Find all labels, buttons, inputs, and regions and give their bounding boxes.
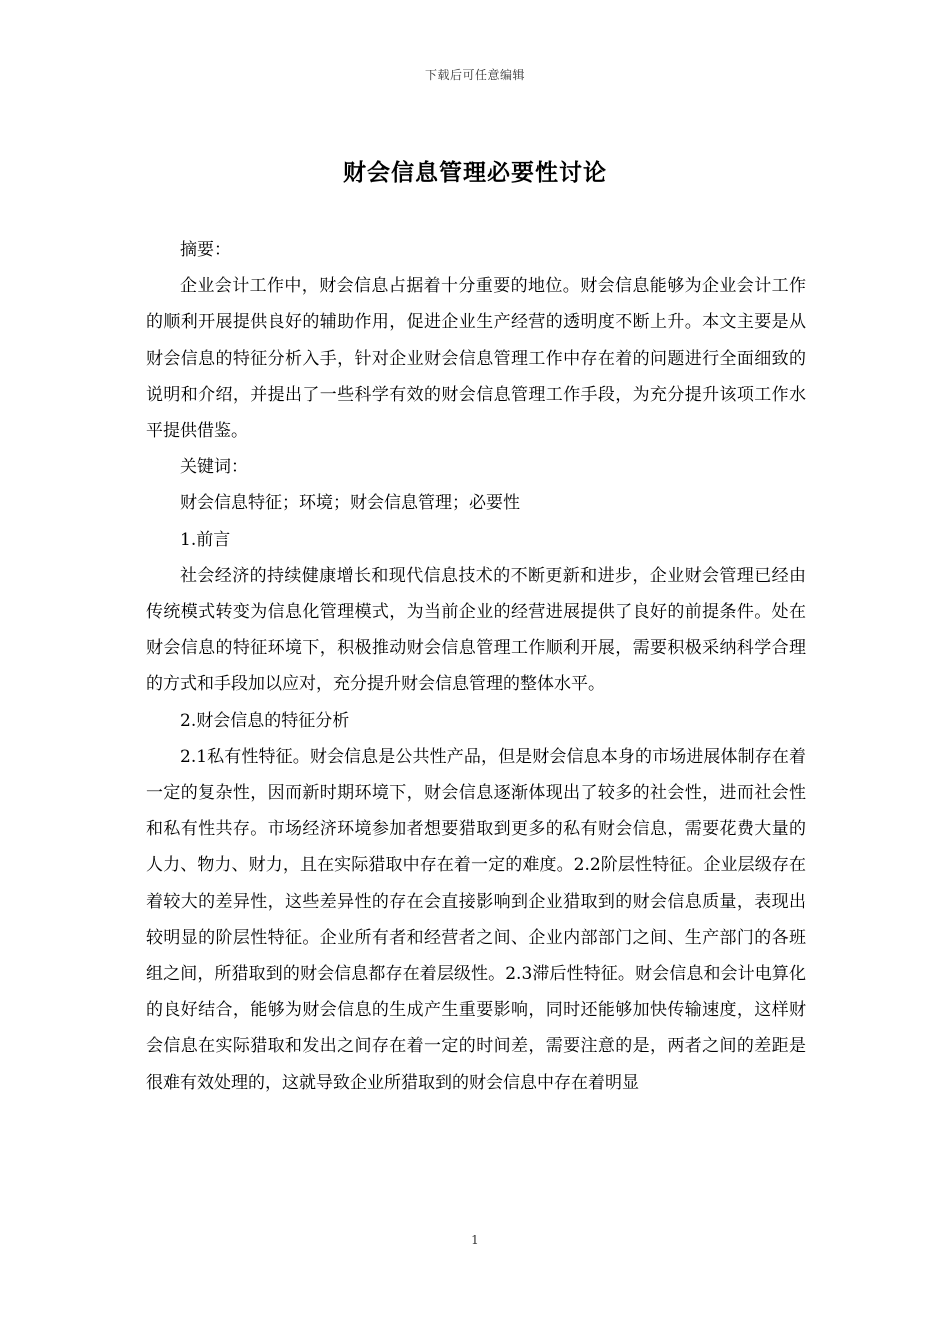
section-heading-2: 2.财会信息的特征分析 bbox=[180, 710, 350, 731]
section-heading-1: 1.前言 bbox=[180, 529, 231, 550]
section-paragraph-1: 社会经济的持续健康增长和现代信息技术的不断更新和进步，企业财会管理已经由传统模式转变为信息化管理模式，为当前企业的经营进展提供了良好的前提条件。处在财会信息的特征环境下，积极推动财会信息管理工作顺利开展，需要积极采纳科学合理的方式和手段加以应对，充分提升财会信息管理的整体水平。 bbox=[146, 565, 806, 695]
keywords-heading: 关键词： bbox=[180, 457, 248, 478]
section-paragraph-2: 2.1私有性特征。财会信息是公共性产品，但是财会信息本身的市场进展体制存在着一定的复杂性，因而新时期环境下，财会信息逐渐体现出了较多的社会性，进而社会性和私有性共存。市场经济环境参加者想要猎取到更多的私有财会信息，需要花费大量的人力、物力、财力，且在实际猎取中存在着一定的难度。2.2阶层性特征。企业层级存在着较大的差异性，这些差异性的存在会直接影响到企业猎取到的财会信息质量，表现出较明显的阶层性特征。企业所有者和经营者之间、企业内部部门之间、生产部门的各班组之间，所猎取到的财会信息都存在着层级性。2.3滞后性特征。财会信息和会计电算化的良好结合，能够为财会信息的生成产生重要影响，同时还能够加快传输速度，这样财会信息在实际猎取和发出之间存在着一定的时间差，需要注意的是，两者之间的差距是很难有效处理的，这就导致企业所猎取到的财会信息中存在着明显 bbox=[146, 746, 806, 1093]
keywords-list: 财会信息特征；环境；财会信息管理；必要性 bbox=[180, 493, 520, 514]
page-number: 1 bbox=[471, 1233, 479, 1247]
document-body bbox=[146, 232, 806, 1101]
page-header: 下载后可任意编辑 bbox=[424, 68, 525, 82]
document-title: 财会信息管理必要性讨论 bbox=[343, 159, 607, 186]
abstract-paragraph: 企业会计工作中，财会信息占据着十分重要的地位。财会信息能够为企业会计工作的顺利开展提供良好的辅助作用，促进企业生产经营的透明度不断上升。本文主要是从财会信息的特征分析入手，针对企业财会信息管理工作中存在着的问题进行全面细致的说明和介绍，并提出了一些科学有效的财会信息管理工作手段，为充分提升该项工作水平提供借鉴。 bbox=[146, 276, 806, 442]
abstract-heading: 摘要： bbox=[180, 240, 231, 260]
